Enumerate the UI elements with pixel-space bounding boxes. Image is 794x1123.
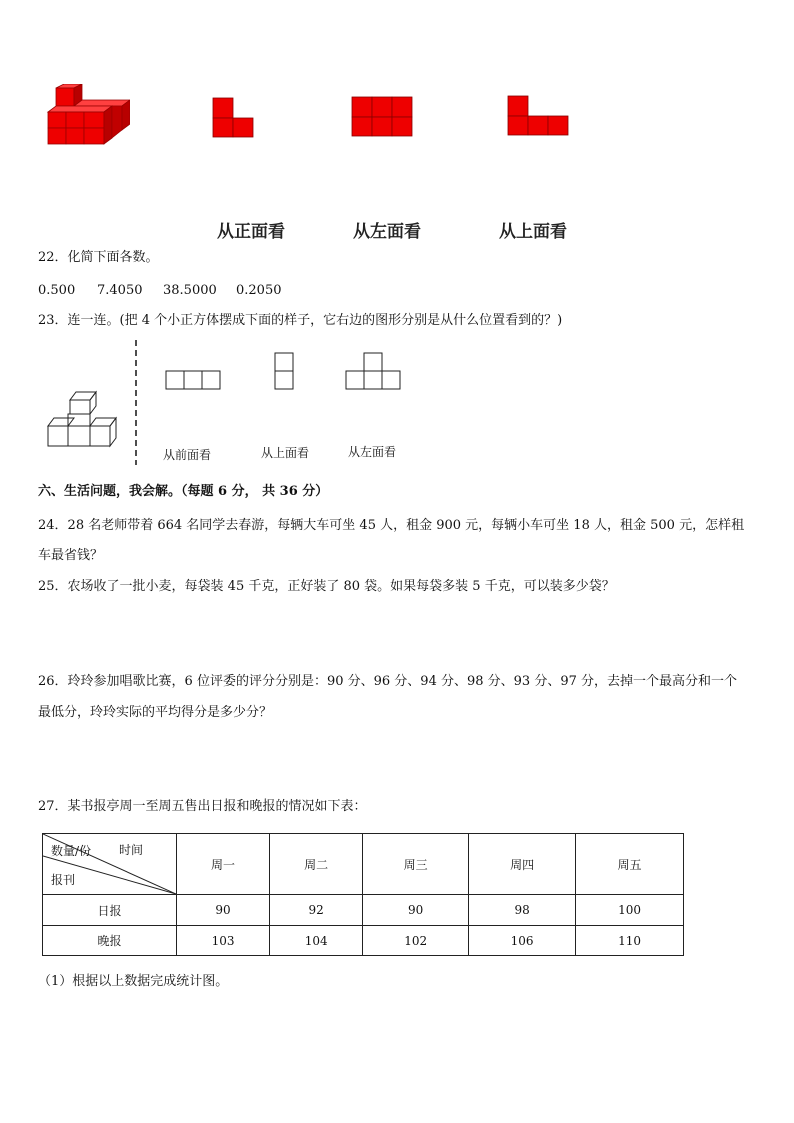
question-23: 23．连一连。(把 4 个小正方体摆成下面的样子，它右边的图形分别是从什么位置看到的？) xyxy=(38,313,563,328)
label-front-view: 从正面看 xyxy=(217,222,285,242)
table-header-row xyxy=(43,834,684,895)
question-26-line2: 最低分，玲玲实际的平均得分是多少分？ xyxy=(38,705,273,720)
q23-label-left: 从左面看 xyxy=(348,445,397,459)
corner-label-time: 时间 xyxy=(119,843,144,857)
q22-number-3: 38.5000 xyxy=(163,283,217,298)
header-day: 周三 xyxy=(363,834,469,895)
view-two-squares-column xyxy=(274,352,296,390)
header-day: 周一 xyxy=(177,834,270,895)
q23-label-top: 从上面看 xyxy=(261,446,310,460)
question-22: 22．化简下面各数。 xyxy=(38,250,159,265)
header-corner-cell xyxy=(43,834,177,895)
question-24-line2: 车最省钱？ xyxy=(38,548,104,563)
red-rectangle-figure xyxy=(351,96,413,138)
question-24-line1: 24．28 名老师带着 664 名同学去春游，每辆大车可坐 45 人，租金 900 元，每辆小车可坐 18 人，租金 500 元，怎样租 xyxy=(38,518,745,533)
header-day: 周四 xyxy=(469,834,576,895)
q22-number-2: 7.4050 xyxy=(97,283,143,298)
row-label: 晚报 xyxy=(43,926,177,956)
label-top-view: 从上面看 xyxy=(499,222,567,242)
sales-table xyxy=(42,833,684,956)
q22-number-4: 0.2050 xyxy=(236,283,282,298)
dashed-divider xyxy=(134,340,138,465)
red-l-shape-figure xyxy=(212,97,256,139)
red-cube-3d-figure xyxy=(44,84,130,146)
question-26-line1: 26．玲玲参加唱歌比赛，6 位评委的评分分别是：90 分、96 分、94 分、98 分、93 分、97 分，去掉一个最高分和一个 xyxy=(38,674,737,689)
table-cell: 92 xyxy=(270,895,363,926)
red-long-l-figure xyxy=(507,95,569,137)
header-day: 周五 xyxy=(576,834,684,895)
row-label: 日报 xyxy=(43,895,177,926)
table-cell: 106 xyxy=(469,926,576,956)
view-t-shape xyxy=(345,352,403,390)
table-cell: 90 xyxy=(363,895,469,926)
view-three-squares-row xyxy=(165,370,223,390)
section-6-title: 六、生活问题，我会解。（每题 6 分， 共 36 分） xyxy=(38,484,329,499)
table-cell: 104 xyxy=(270,926,363,956)
table-cell: 110 xyxy=(576,926,684,956)
table-cell: 102 xyxy=(363,926,469,956)
table-row xyxy=(43,895,684,926)
header-day: 周二 xyxy=(270,834,363,895)
table-cell: 100 xyxy=(576,895,684,926)
q23-label-front: 从前面看 xyxy=(163,448,212,462)
table-cell: 90 xyxy=(177,895,270,926)
outline-cube-stack-figure xyxy=(44,388,124,448)
table-row xyxy=(43,926,684,956)
table-cell: 103 xyxy=(177,926,270,956)
q22-number-1: 0.500 xyxy=(38,283,76,298)
question-25: 25．农场收了一批小麦，每袋装 45 千克，正好装了 80 袋。如果每袋多装 5 千克，可以装多少袋？ xyxy=(38,579,615,594)
corner-label-quantity: 数量/份 xyxy=(51,844,92,858)
label-left-view: 从左面看 xyxy=(353,222,421,242)
question-27-sub1: （1）根据以上数据完成统计图。 xyxy=(38,974,229,989)
corner-label-paper: 报刊 xyxy=(51,873,76,887)
question-27: 27．某书报亭周一至周五售出日报和晚报的情况如下表： xyxy=(38,799,367,814)
table-cell: 98 xyxy=(469,895,576,926)
